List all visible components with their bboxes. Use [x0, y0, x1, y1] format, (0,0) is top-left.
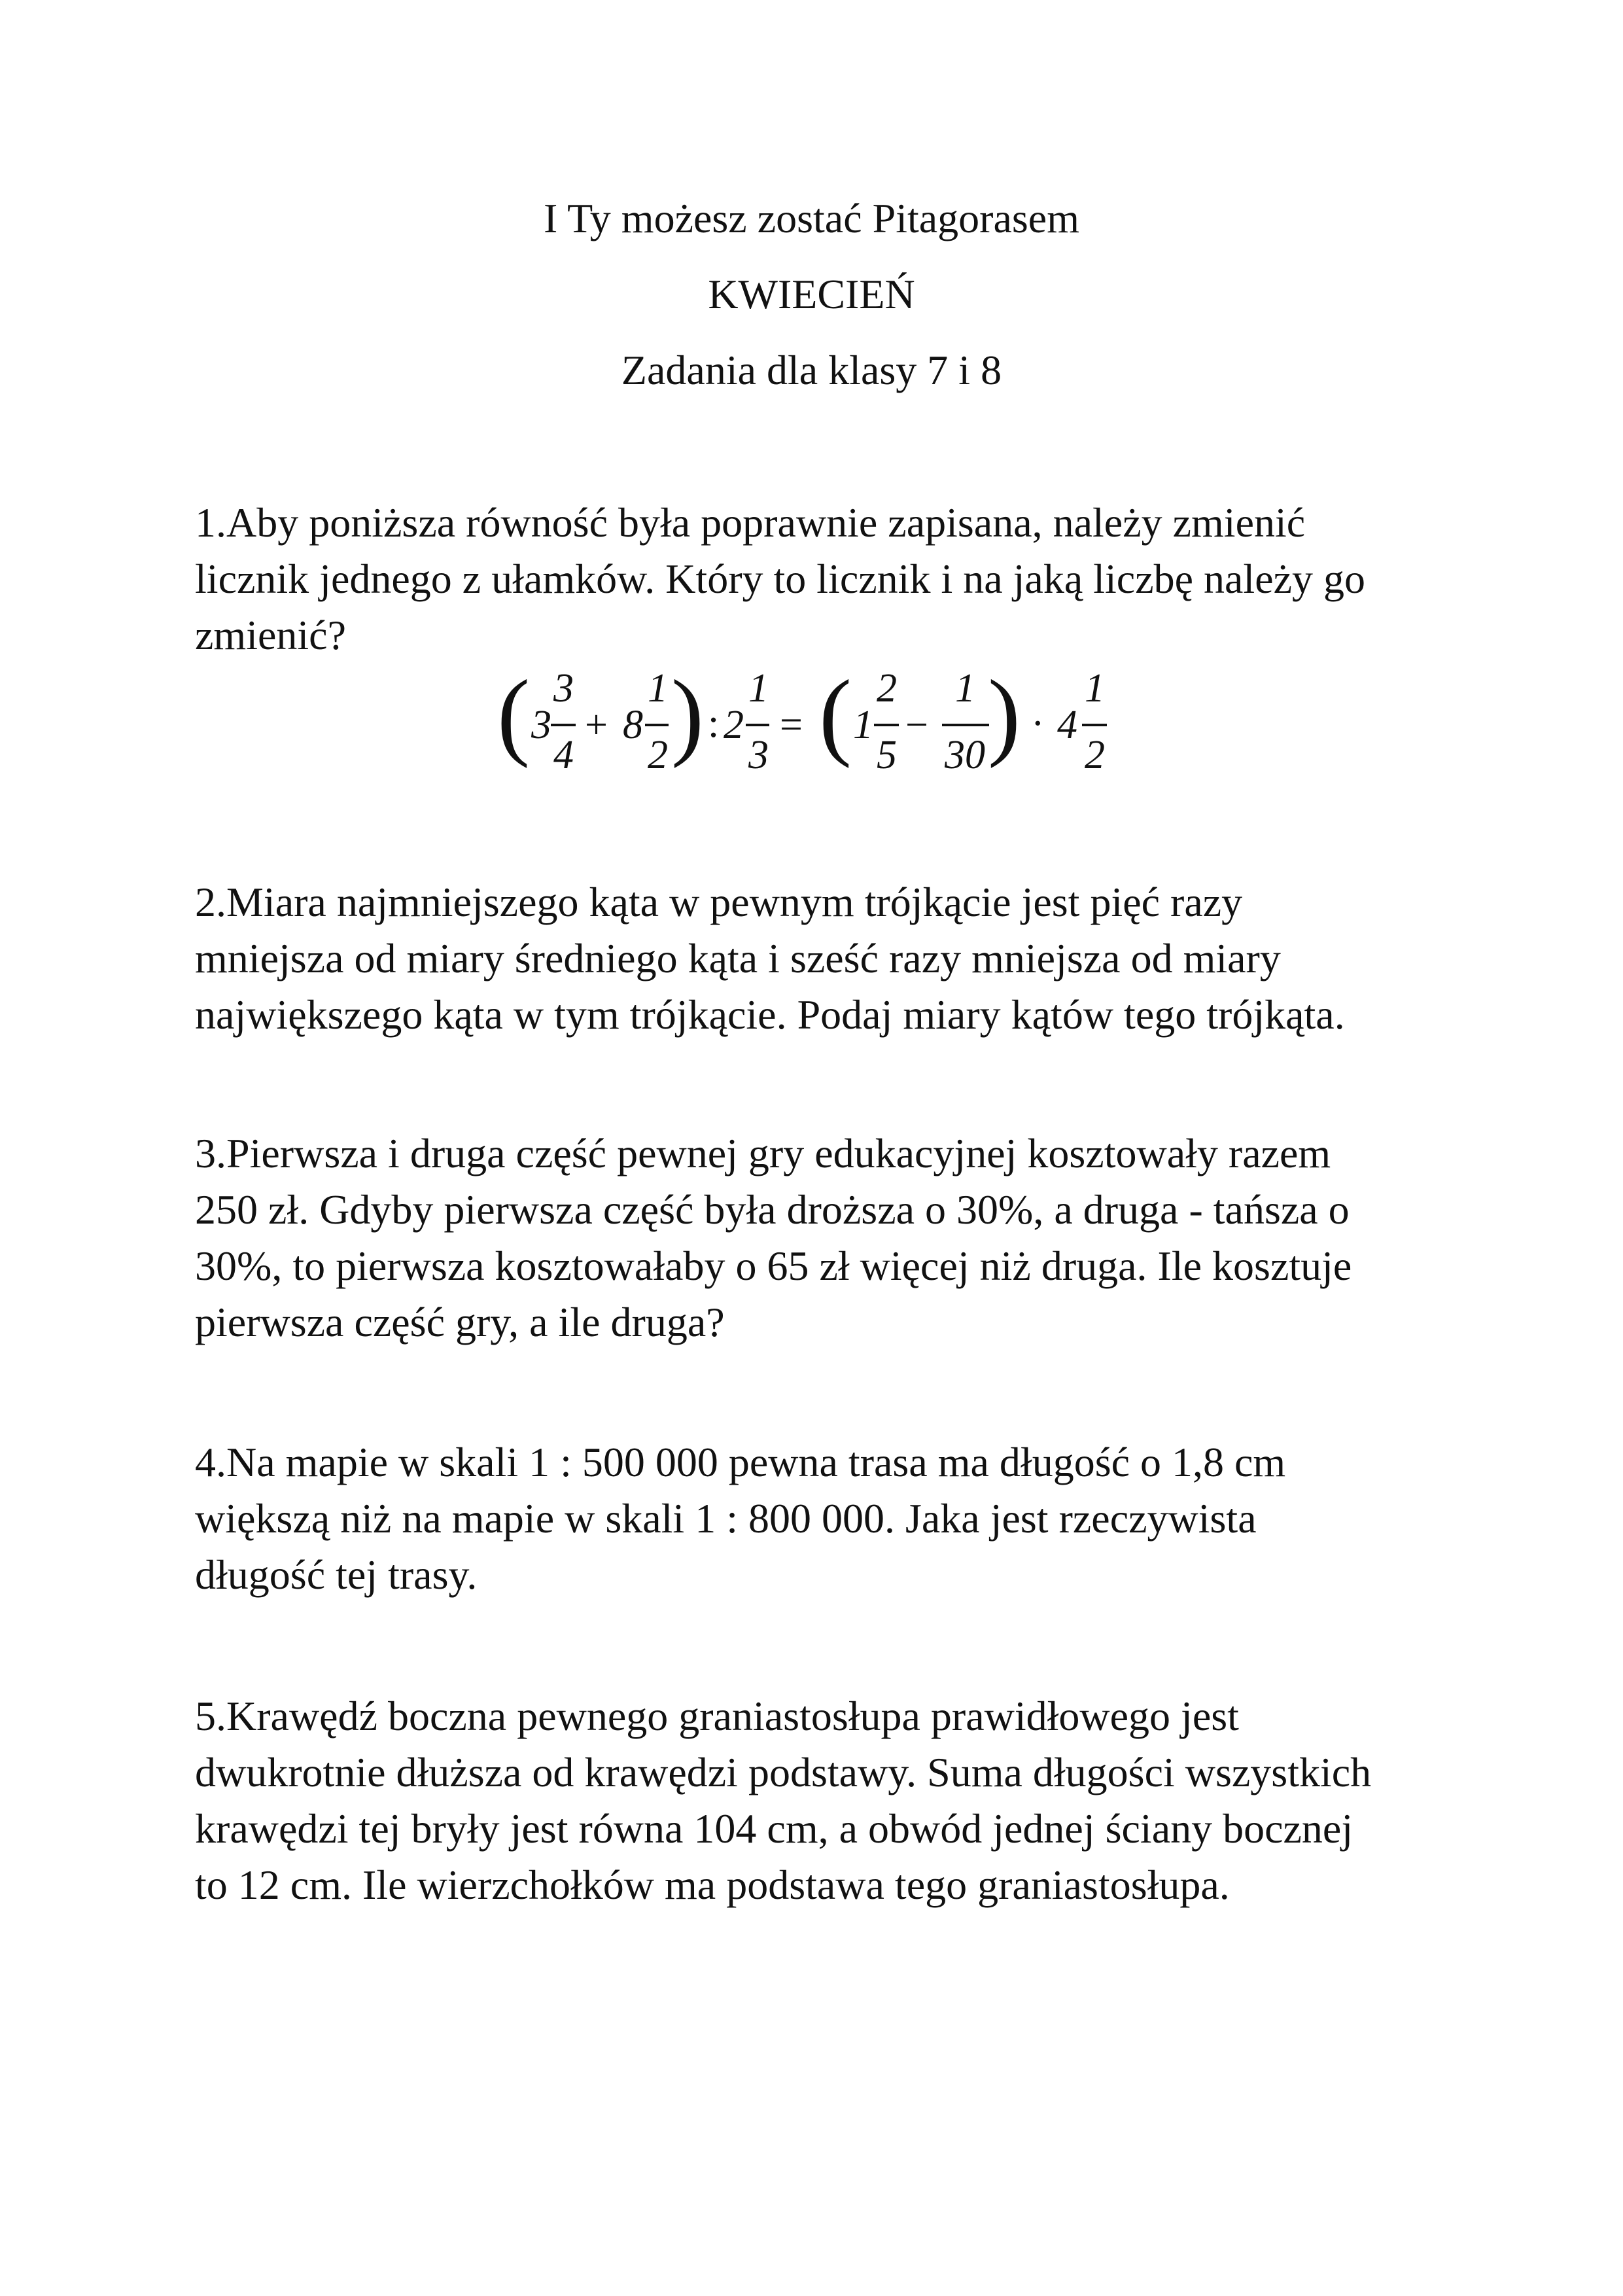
mixed-whole: 2 [724, 703, 744, 747]
task-4-line: długość tej trasy. [195, 1551, 478, 1598]
minus-sign: − [905, 703, 928, 747]
task-3-line: 250 zł. Gdyby pierwsza część była droższa o 30%, a druga - tańsza o [195, 1186, 1350, 1233]
fraction-denominator: 3 [748, 733, 769, 777]
mixed-whole: 1 [853, 703, 873, 747]
times-sign: · [1031, 701, 1045, 746]
fraction-numerator: 1 [955, 666, 975, 711]
month-heading: KWIECIEŃ [708, 271, 915, 317]
task-5-line: dwukrotnie dłuższa od krawędzi podstawy. Suma długości wszystkich [195, 1749, 1372, 1795]
equation-close-paren: ) [671, 661, 704, 769]
plus-sign: + [585, 703, 608, 747]
task-1-line: licznik jednego z ułamków. Który to licznik i na jaką liczbę należy go [195, 556, 1365, 602]
task-4 [195, 1434, 1471, 1603]
equation-open-paren: ( [819, 661, 852, 769]
fraction-numerator: 2 [877, 666, 897, 711]
fraction-denominator: 2 [1085, 733, 1105, 777]
mixed-whole: 3 [531, 703, 551, 747]
equation-open-paren: ( [497, 661, 530, 769]
fraction-numerator: 1 [748, 666, 769, 711]
task-1-line: 1.Aby poniższa równość była poprawnie zapisana, należy zmienić [195, 499, 1306, 546]
subtitle: Zadania dla klasy 7 i 8 [621, 347, 1002, 393]
fraction-denominator: 4 [553, 733, 574, 777]
equation-close-paren: ) [988, 661, 1021, 769]
task-3-line: 30%, to pierwsza kosztowałaby o 65 zł więcej niż druga. Ile kosztuje [195, 1243, 1352, 1289]
divide-sign: : [708, 701, 720, 746]
task-2-line: 2.Miara najmniejszego kąta w pewnym trójkącie jest pięć razy [195, 879, 1243, 925]
mixed-whole: 8 [623, 703, 643, 747]
equals-sign: = [780, 703, 803, 747]
task-5-line: to 12 cm. Ile wierzchołków ma podstawa tego graniastosłupa. [195, 1862, 1230, 1908]
task-4-line: większą niż na mapie w skali 1 : 800 000. Jaka jest rzeczywista [195, 1495, 1257, 1542]
task-1 [195, 495, 1471, 663]
task-5 [195, 1688, 1471, 1913]
task-4-line: 4.Na mapie w skali 1 : 500 000 pewna trasa ma długość o 1,8 cm [195, 1439, 1286, 1485]
fraction-numerator: 3 [553, 666, 574, 711]
task-5-line: krawędzi tej bryły jest równa 104 cm, a obwód jednej ściany bocznej [195, 1805, 1353, 1852]
task-5-line: 5.Krawędź boczna pewnego graniastosłupa prawidłowego jest [195, 1693, 1239, 1739]
fraction-equation [497, 661, 1151, 792]
task-2-line: mniejsza od miary średniego kąta i sześć razy mniejsza od miary [195, 935, 1281, 981]
fraction-numerator: 1 [648, 666, 668, 711]
document-title: I Ty możesz zostać Pitagorasem [544, 195, 1079, 241]
task-3 [195, 1125, 1471, 1351]
task-2-line: największego kąta w tym trójkącie. Podaj miary kątów tego trójkąta. [195, 991, 1345, 1038]
task-3-line: pierwsza część gry, a ile druga? [195, 1299, 725, 1345]
fraction-numerator: 1 [1085, 666, 1105, 711]
fraction-denominator: 2 [648, 733, 668, 777]
task-1-line: zmienić? [195, 612, 346, 658]
fraction-denominator: 30 [945, 733, 985, 777]
fraction-denominator: 5 [877, 733, 897, 777]
task-2 [195, 874, 1471, 1043]
task-3-line: 3.Pierwsza i druga część pewnej gry edukacyjnej kosztowały razem [195, 1130, 1331, 1176]
mixed-whole: 4 [1057, 703, 1077, 747]
